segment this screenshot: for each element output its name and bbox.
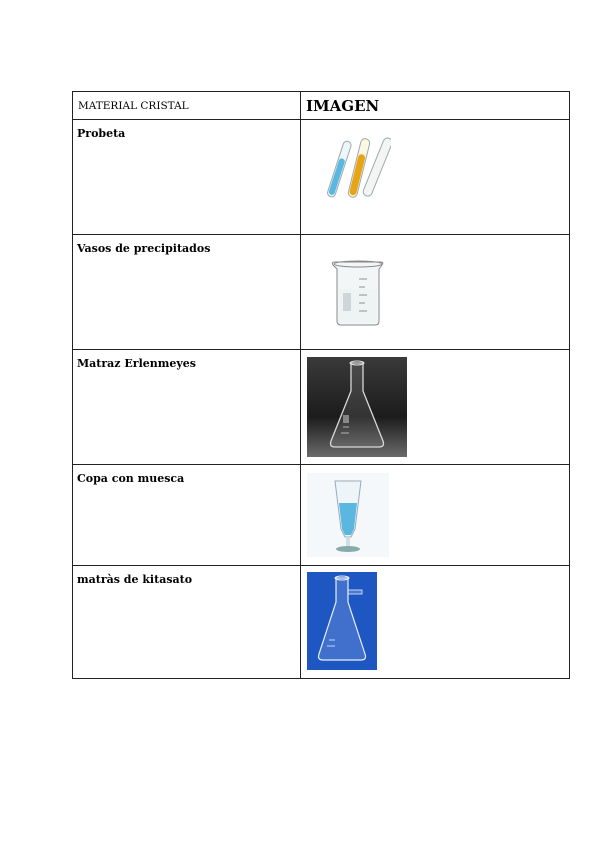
table-row xyxy=(73,566,570,679)
materials-table xyxy=(72,91,570,679)
material-name: Vasos de precipitados xyxy=(77,242,211,255)
kitasato-flask-image xyxy=(307,572,377,670)
beaker-image xyxy=(329,259,387,327)
table-row xyxy=(73,120,570,235)
material-name: Copa con muesca xyxy=(77,472,185,485)
table-row xyxy=(73,465,570,566)
table-row xyxy=(73,235,570,350)
material-name: matràs de kitasato xyxy=(77,573,193,586)
notched-cup-image xyxy=(307,473,389,557)
header-material-label: MATERIAL CRISTAL xyxy=(78,100,189,112)
table-row xyxy=(73,350,570,465)
table-header-row xyxy=(73,92,570,120)
header-image-label: IMAGEN xyxy=(306,97,380,115)
header-cell-image xyxy=(301,92,570,120)
erlenmeyer-flask-image xyxy=(307,357,407,457)
material-name: Matraz Erlenmeyes xyxy=(77,357,196,370)
header-cell-material xyxy=(73,92,301,120)
test-tubes-image xyxy=(327,134,391,206)
material-name: Probeta xyxy=(77,127,126,140)
